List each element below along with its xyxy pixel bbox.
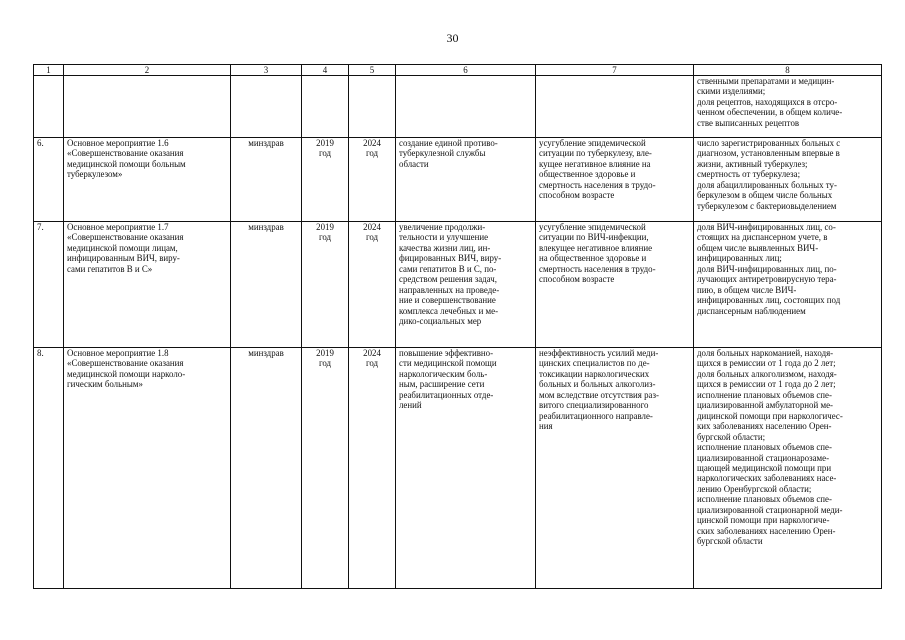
cell-line: общественное здоровье и: [539, 169, 636, 180]
cell-line: пию, в общем числе ВИЧ-: [697, 284, 797, 295]
cell-line: медицинской помощи лицам,: [67, 242, 178, 253]
cell-line: усугубление эпидемической: [539, 222, 646, 232]
cell-line: скими изделиями;: [697, 86, 766, 97]
cell-line: циализированной амбулаторной ме-: [697, 400, 833, 411]
cell-line: ным, расширение сети: [399, 379, 485, 390]
cell-line: кущее негативное влияние на: [539, 158, 651, 169]
cell-line: жизни, активный туберкулез;: [697, 158, 808, 169]
cell-line: цинской помощи при наркологиче-: [697, 515, 830, 526]
cell-line: циализированной стационарной меди-: [697, 504, 843, 515]
cell-line: 2024: [363, 138, 381, 148]
start-year-cell: [302, 348, 349, 589]
cell-line: дицинской помощи при наркологичес-: [697, 410, 843, 421]
cell-line: ситуации по ВИЧ-инфекции,: [539, 232, 649, 243]
table-body: [34, 76, 882, 589]
table-row: [34, 76, 882, 138]
indicators-cell: [694, 348, 882, 589]
cell-line: исполнение плановых объемов спе-: [697, 494, 832, 505]
cell-line: комплекса лечебных и ме-: [399, 305, 499, 316]
cell-line: лению Оренбургской области;: [697, 483, 812, 494]
cell-line: «Совершенствование оказания: [67, 358, 184, 369]
column-header: 5: [349, 65, 396, 76]
cell-line: Основное мероприятие 1.8: [67, 348, 169, 358]
cell-line: Основное мероприятие 1.7: [67, 222, 169, 232]
cell-line: доля ВИЧ-инфицированных лиц, со-: [697, 222, 836, 232]
expected-result-cell: [396, 138, 536, 222]
cell-line: способном возрасте: [539, 190, 615, 201]
cell-line: инфицированных лиц, состоящих под: [697, 295, 841, 306]
row-number-cell: [34, 76, 64, 138]
cell-line: Основное мероприятие 1.6: [67, 138, 169, 148]
cell-line: доля больных наркоманией, находя-: [697, 348, 834, 358]
cell-line: смертность населения в трудо-: [539, 179, 656, 190]
cell-line: ких заболеваниях населению Орен-: [697, 421, 832, 432]
row-number-cell: 7.: [34, 222, 64, 348]
cell-line: общем числе выявленных ВИЧ-: [697, 242, 819, 253]
table-row: [34, 348, 882, 589]
column-header: 2: [64, 65, 231, 76]
cell-line: доля больных алкоголизмом, находя-: [697, 368, 837, 379]
cell-line: год: [365, 232, 379, 243]
cell-line: исполнение плановых объемов спе-: [697, 442, 832, 453]
cell-line: доля рецептов, находящихся в отсро-: [697, 96, 838, 107]
cell-line: год: [318, 232, 332, 243]
cell-line: стве выписанных рецептов: [697, 117, 800, 128]
column-header: 6: [396, 65, 536, 76]
cell-line: дико-социальных мер: [399, 316, 482, 327]
table-row: [34, 138, 882, 222]
cell-line: ченном обеспечении, в общем количе-: [697, 107, 843, 118]
row-number-cell: 6.: [34, 138, 64, 222]
cell-line: доля ВИЧ-инфицированных лиц, по-: [697, 263, 837, 274]
start-year-cell: [302, 138, 349, 222]
event-cell: [64, 348, 231, 589]
cell-line: исполнение плановых объемов спе-: [697, 389, 832, 400]
event-cell: [64, 76, 231, 138]
cell-line: щихся в ремиссии от 1 года до 2 лет;: [697, 358, 836, 369]
consequences-cell: [536, 138, 694, 222]
cell-line: усугубление эпидемической: [539, 138, 646, 148]
cell-line: реабилитационного направле-: [539, 410, 653, 421]
cell-line: 2024: [363, 348, 381, 358]
expected-result-cell: [396, 76, 536, 138]
cell-line: год: [318, 358, 332, 369]
cell-line: сами гепатитов В и С, по-: [399, 263, 497, 274]
end-year-cell: [349, 222, 396, 348]
cell-line: лений: [399, 400, 422, 411]
cell-line: ния: [539, 421, 553, 432]
cell-line: год: [365, 358, 379, 369]
cell-line: способном возрасте: [539, 274, 615, 285]
executor-cell: минздрав: [231, 348, 302, 589]
indicators-cell: [694, 222, 882, 348]
cell-line: средством решения задач,: [399, 274, 497, 285]
cell-line: наркологических заболеваниях насе-: [697, 473, 837, 484]
cell-line: фицированных ВИЧ, виру-: [399, 253, 502, 264]
cell-line: год: [318, 148, 332, 159]
cell-line: 2019: [316, 222, 334, 232]
cell-line: медицинской помощи больным: [67, 158, 186, 169]
end-year-cell: [349, 138, 396, 222]
cell-line: 2019: [316, 138, 334, 148]
column-header: 8: [694, 65, 882, 76]
row-number-cell: 8.: [34, 348, 64, 589]
cell-line: бургской области;: [697, 431, 766, 442]
cell-line: туберкулезной службы: [399, 148, 486, 159]
expected-result-cell: [396, 348, 536, 589]
end-year-cell: [349, 348, 396, 589]
cell-line: ских заболеваниях населению Орен-: [697, 525, 836, 536]
event-cell: [64, 138, 231, 222]
expected-result-cell: [396, 222, 536, 348]
cell-line: токсикации наркологических: [539, 368, 650, 379]
cell-line: лучающих антиретровирусную тера-: [697, 274, 837, 285]
consequences-cell: [536, 222, 694, 348]
cell-line: беркулезом в общем числе больных: [697, 190, 833, 201]
indicators-cell: [694, 138, 882, 222]
table-row: [34, 222, 882, 348]
cell-line: больных и больных алкоголиз-: [539, 379, 656, 390]
cell-line: увеличение продолжи-: [399, 222, 486, 232]
cell-line: качества жизни лиц, ин-: [399, 242, 491, 253]
cell-line: «Совершенствование оказания: [67, 148, 184, 159]
cell-line: гическим больным»: [67, 379, 143, 390]
cell-line: ственными препаратами и медицин-: [697, 76, 835, 86]
cell-line: инфицированных лиц;: [697, 253, 782, 264]
column-header: 3: [231, 65, 302, 76]
consequences-cell: [536, 76, 694, 138]
cell-line: туберкулезом»: [67, 169, 123, 180]
cell-line: циализированной стационарозаме-: [697, 452, 830, 463]
executor-cell: [231, 76, 302, 138]
event-cell: [64, 222, 231, 348]
cell-line: создание единой противо-: [399, 138, 498, 148]
cell-line: области: [399, 158, 429, 169]
executor-cell: минздрав: [231, 138, 302, 222]
cell-line: витого специализированного: [539, 400, 649, 411]
cell-line: на общественное здоровье и: [539, 253, 647, 264]
cell-line: доля абациллированных больных ту-: [697, 179, 837, 190]
cell-line: смертность от туберкулеза;: [697, 169, 801, 180]
executor-cell: минздрав: [231, 222, 302, 348]
column-header: 4: [302, 65, 349, 76]
cell-line: щающей медицинской помощи при: [697, 462, 832, 473]
cell-line: бургской области: [697, 536, 763, 547]
cell-line: 2024: [363, 222, 381, 232]
cell-line: стоящих на диспансерном учете, в: [697, 232, 828, 243]
cell-line: щихся в ремиссии от 1 года до 2 лет;: [697, 379, 836, 390]
end-year-cell: [349, 76, 396, 138]
cell-line: диспансерным наблюдением: [697, 305, 806, 316]
cell-line: инфицированным ВИЧ, виру-: [67, 253, 180, 264]
cell-line: влекущее негативное влияние: [539, 242, 653, 253]
cell-line: «Совершенствование оказания: [67, 232, 184, 243]
cell-line: медицинской помощи нарколо-: [67, 368, 186, 379]
measures-table: [33, 64, 882, 589]
cell-line: год: [365, 148, 379, 159]
cell-line: диагнозом, установленным впервые в: [697, 148, 840, 159]
cell-line: туберкулезом с бактериовыделением: [697, 200, 837, 211]
consequences-cell: [536, 348, 694, 589]
page-number: 30: [446, 31, 459, 45]
cell-line: смертность населения в трудо-: [539, 263, 656, 274]
cell-line: направленных на проведе-: [399, 284, 500, 295]
cell-line: реабилитационных отде-: [399, 389, 494, 400]
cell-line: число зарегистрированных больных с: [697, 138, 841, 148]
cell-line: тельности и улучшение: [399, 232, 489, 243]
cell-line: мом вследствие отсутствия раз-: [539, 389, 659, 400]
column-numbers-row: [34, 65, 882, 76]
start-year-cell: [302, 76, 349, 138]
cell-line: неэффективность усилий меди-: [539, 348, 659, 358]
cell-line: сти медицинской помощи: [399, 358, 497, 369]
cell-line: ситуации по туберкулезу, вле-: [539, 148, 652, 159]
cell-line: 2019: [316, 348, 334, 358]
cell-line: ние и совершенствование: [399, 295, 496, 306]
cell-line: сами гепатитов В и С»: [67, 263, 153, 274]
cell-line: наркологическим боль-: [399, 368, 488, 379]
column-header: 1: [34, 65, 64, 76]
column-header: 7: [536, 65, 694, 76]
indicators-cell: [694, 76, 882, 138]
cell-line: повышение эффективно-: [399, 348, 494, 358]
start-year-cell: [302, 222, 349, 348]
cell-line: цинских специалистов по де-: [539, 358, 650, 369]
